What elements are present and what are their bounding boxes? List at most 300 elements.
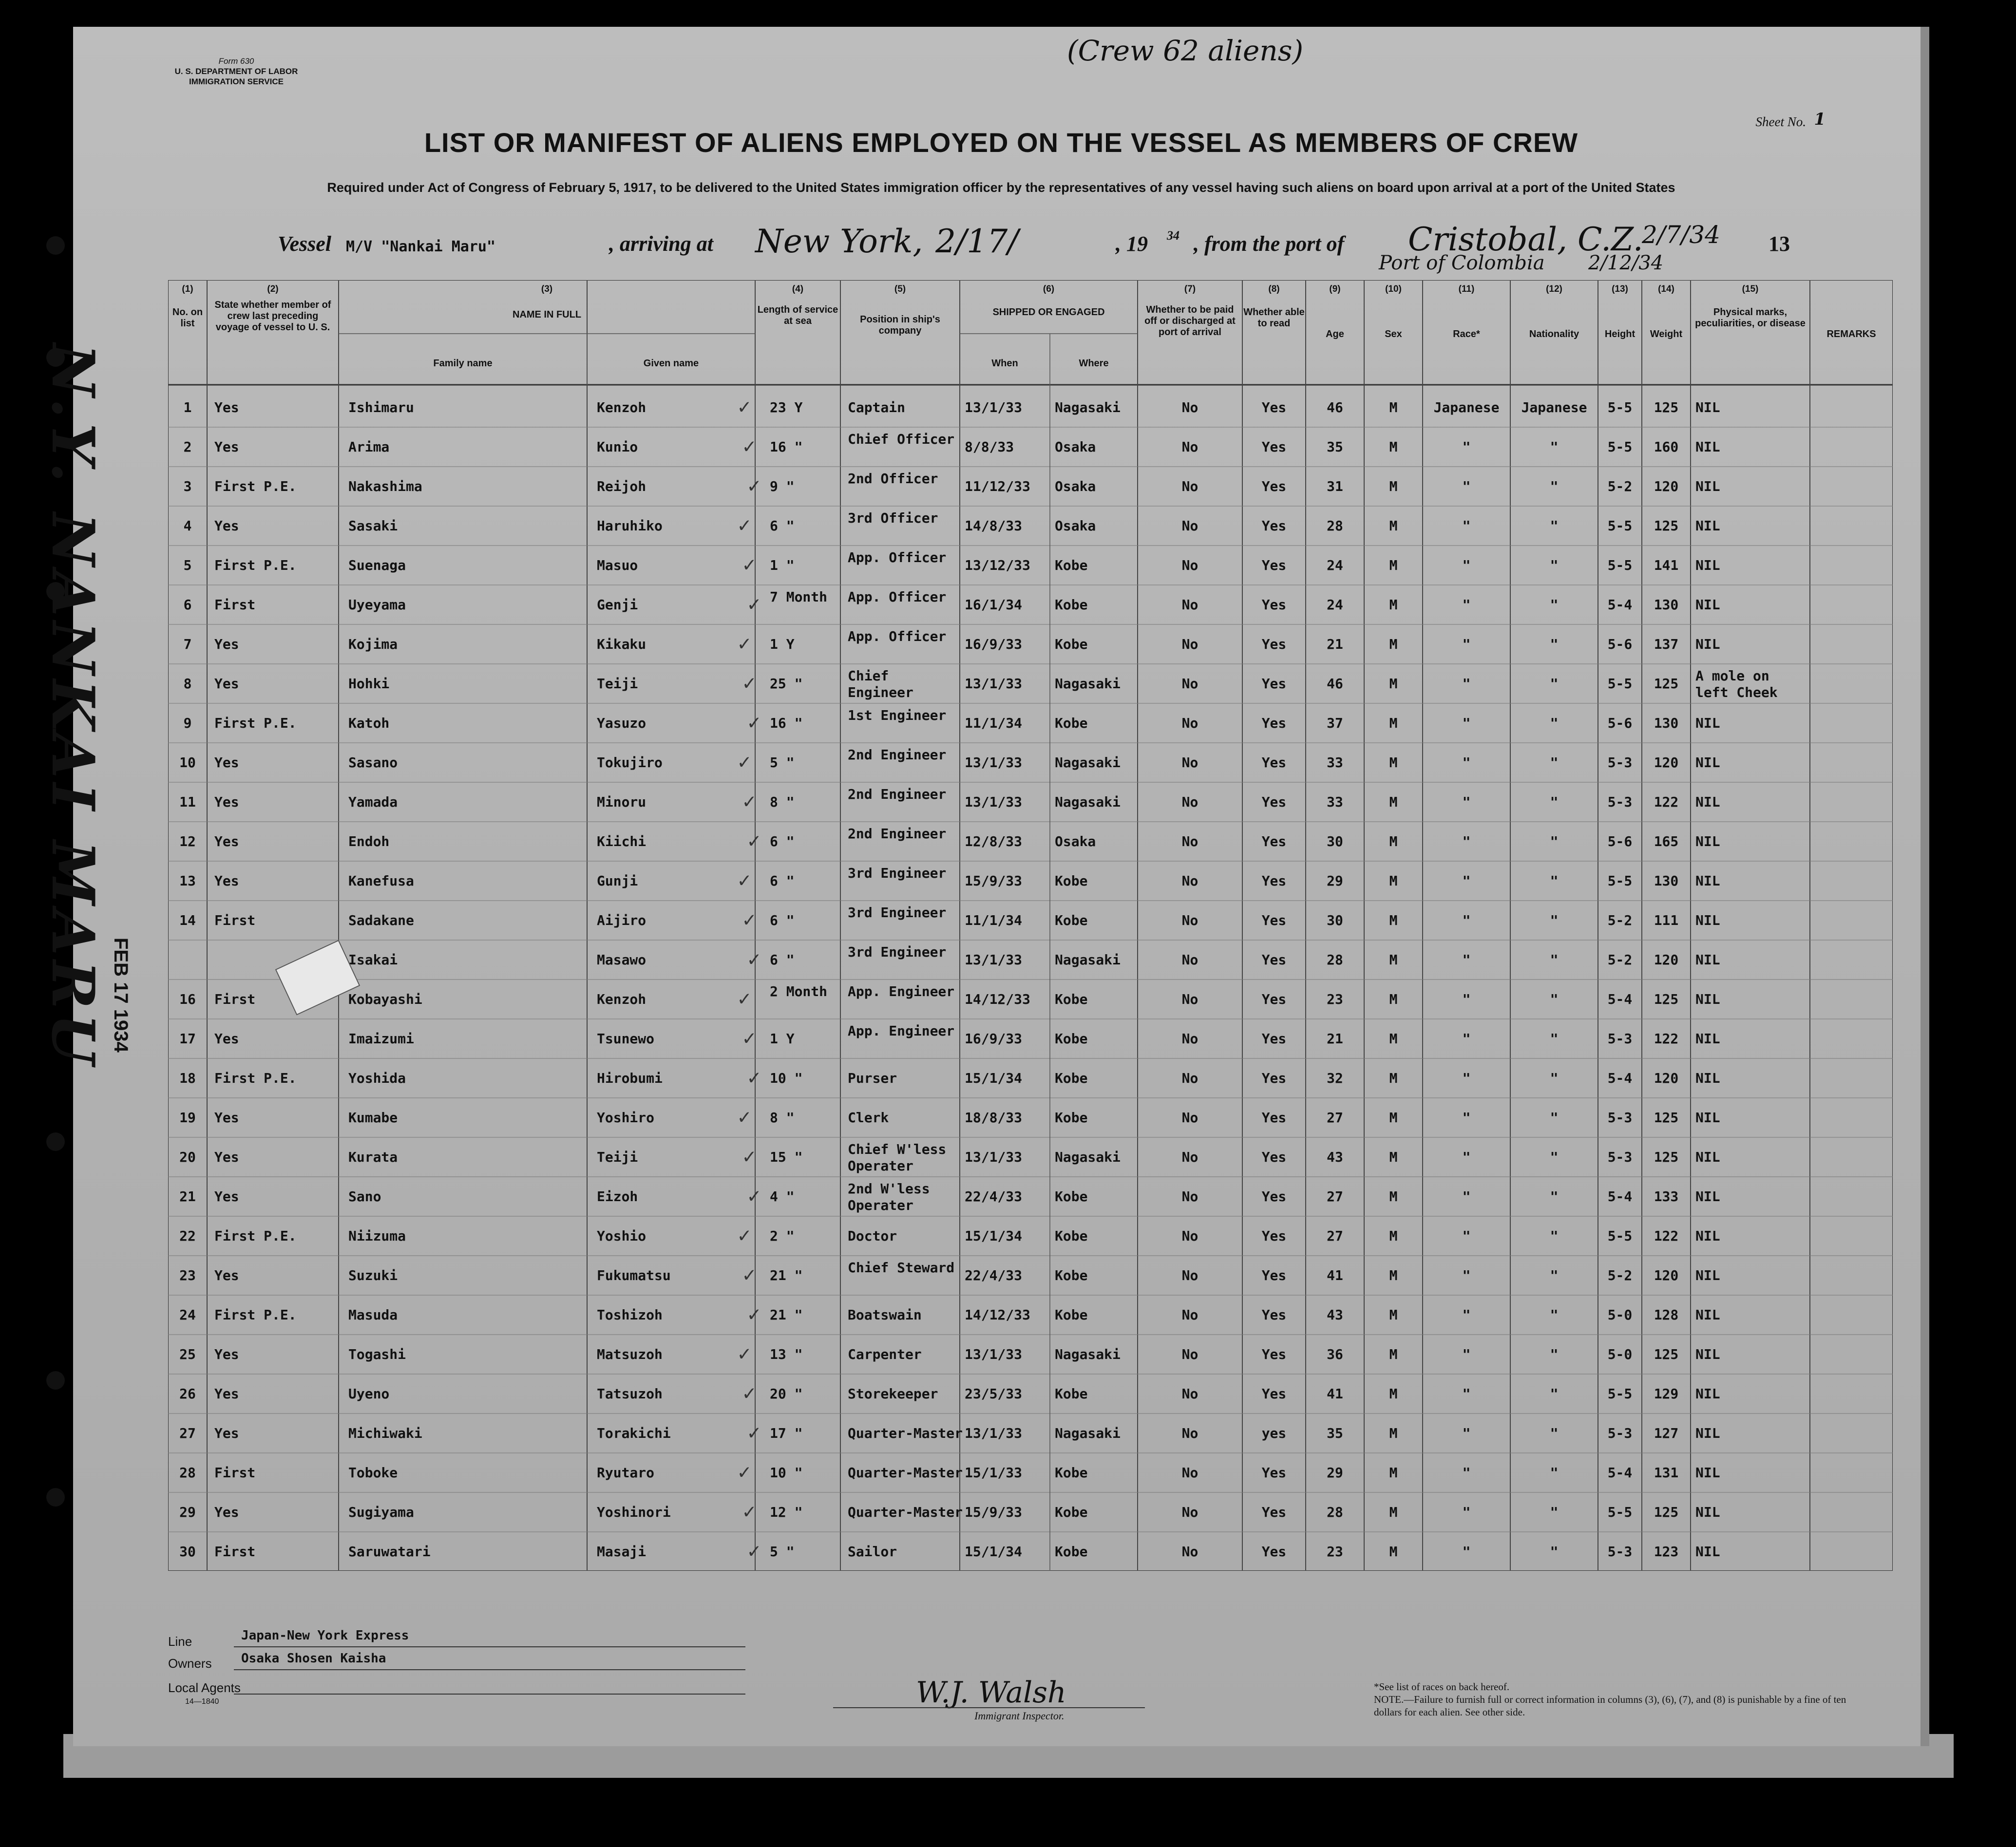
cell-paid: No	[1181, 873, 1198, 889]
cell-nat: "	[1550, 1386, 1559, 1402]
cell-giv: Masaji	[597, 1544, 647, 1560]
cell-no: 29	[179, 1504, 196, 1520]
cell-pos: Storekeeper	[848, 1386, 938, 1402]
check-mark-icon: ✓	[738, 750, 751, 773]
cell-read: Yes	[1261, 557, 1287, 573]
cell-read: Yes	[1261, 676, 1287, 692]
cell-pos: 2nd Engineer	[848, 747, 947, 763]
cell-voy: Yes	[214, 636, 239, 652]
cell-svc: 1 Y	[770, 1031, 795, 1047]
cell-sex: M	[1389, 597, 1398, 613]
from-label: , from the port of	[1194, 232, 1345, 256]
cell-marks: NIL	[1695, 636, 1720, 652]
cell-giv: Masawo	[597, 952, 647, 968]
cell-fam: Sugiyama	[348, 1504, 414, 1520]
cell-read: Yes	[1261, 636, 1287, 652]
cell-where: Osaka	[1055, 439, 1096, 455]
cell-nat: "	[1550, 1465, 1559, 1481]
cell-pos: Chief Steward	[848, 1260, 955, 1276]
cell-pos: 3rd Engineer	[848, 905, 947, 921]
cell-svc: 1 Y	[770, 636, 795, 652]
cell-fam: Niizuma	[348, 1228, 406, 1244]
cell-where: Kobe	[1055, 1267, 1088, 1283]
cell-voy: First P.E.	[214, 715, 297, 731]
cell-sex: M	[1389, 833, 1398, 849]
cell-wt: 120	[1654, 1070, 1679, 1086]
cell-nat: "	[1550, 1188, 1559, 1205]
cell-giv: Toshizoh	[597, 1307, 663, 1323]
check-mark-icon: ✓	[748, 1420, 761, 1444]
cell-fam: Isakai	[348, 952, 398, 968]
cell-where: Kobe	[1055, 1188, 1088, 1205]
cell-sex: M	[1389, 1149, 1398, 1165]
cell-pos: 3rd Engineer	[848, 865, 947, 881]
hdr-age: Age	[1326, 329, 1344, 339]
cell-pos: Doctor	[848, 1228, 897, 1244]
cell-fam: Sano	[348, 1188, 381, 1205]
cell-where: Kobe	[1055, 1504, 1088, 1520]
cell-age: 28	[1327, 952, 1343, 968]
check-mark-icon: ✓	[738, 868, 751, 892]
cell-wt: 127	[1654, 1425, 1679, 1441]
cell-race: "	[1462, 1149, 1471, 1165]
cell-fam: Hohki	[348, 676, 390, 692]
cell-when: 13/1/33	[965, 794, 1023, 810]
cell-fam: Sasaki	[348, 518, 398, 534]
punch-hole	[46, 236, 65, 255]
cell-giv: Kunio	[597, 439, 638, 455]
cell-voy: First P.E.	[214, 557, 297, 573]
cell-marks: NIL	[1695, 1346, 1720, 1362]
cell-paid: No	[1181, 478, 1198, 494]
check-mark-icon: ✓	[743, 1026, 756, 1050]
hdr-nationality: Nationality	[1529, 329, 1579, 339]
cell-giv: Teiji	[597, 676, 638, 692]
col-num-1: (1)	[182, 284, 193, 294]
cell-voy: First P.E.	[214, 1307, 297, 1323]
cell-read: Yes	[1261, 478, 1287, 494]
cell-no: 26	[179, 1386, 196, 1402]
cell-age: 23	[1327, 1544, 1343, 1560]
cell-svc: 23 Y	[770, 399, 803, 415]
cell-nat: "	[1550, 754, 1559, 771]
owners-label: Owners	[168, 1656, 212, 1671]
cell-pos: 2nd W'less Operater	[848, 1181, 930, 1213]
cell-ht: 5-6	[1607, 636, 1633, 652]
cell-svc: 21 "	[770, 1307, 803, 1323]
cell-marks: NIL	[1695, 1386, 1720, 1402]
cell-pos: App. Engineer	[848, 1023, 955, 1039]
hdr-service: Length of service at sea	[757, 304, 838, 326]
cell-giv: Kikaku	[597, 636, 647, 652]
cell-pos: Boatswain	[848, 1307, 922, 1323]
cell-when: 13/1/33	[965, 754, 1023, 771]
table-row	[168, 1021, 1893, 1061]
cell-age: 32	[1327, 1070, 1343, 1086]
table-row	[168, 942, 1893, 982]
cell-read: Yes	[1261, 399, 1287, 415]
cell-marks: NIL	[1695, 518, 1720, 534]
cell-no: 25	[179, 1346, 196, 1362]
inspector-label: Immigrant Inspector.	[974, 1710, 1065, 1722]
cell-marks: NIL	[1695, 952, 1720, 968]
check-mark-icon: ✓	[743, 1499, 756, 1523]
cell-no: 28	[179, 1465, 196, 1481]
check-mark-icon: ✓	[743, 671, 756, 695]
table-row	[168, 547, 1893, 587]
cell-svc: 21 "	[770, 1267, 803, 1283]
cell-svc: 8 "	[770, 794, 795, 810]
cell-giv: Kenzoh	[597, 991, 647, 1007]
table-row	[168, 1218, 1893, 1258]
cell-voy: Yes	[214, 439, 239, 455]
cell-giv: Minoru	[597, 794, 647, 810]
cell-age: 29	[1327, 873, 1343, 889]
cell-pos: Chief Engineer	[848, 668, 913, 700]
cell-ht: 5-6	[1607, 833, 1633, 849]
cell-when: 15/1/34	[965, 1544, 1023, 1560]
cell-sex: M	[1389, 1031, 1398, 1047]
cell-age: 46	[1327, 399, 1343, 415]
col-num-5: (5)	[894, 284, 906, 294]
cell-no: 24	[179, 1307, 196, 1323]
hdr-where: Where	[1079, 358, 1109, 369]
cell-no: 13	[179, 873, 196, 889]
cell-no: 16	[179, 991, 196, 1007]
cell-where: Osaka	[1055, 518, 1096, 534]
hdr-height: Height	[1604, 329, 1636, 339]
hdr-family: Family name	[433, 358, 493, 369]
cell-pos: Purser	[848, 1070, 897, 1086]
cell-sex: M	[1389, 991, 1398, 1007]
check-mark-icon: ✓	[738, 631, 751, 655]
page-subtitle: Required under Act of Congress of February 5, 1917, to be delivered to the United States immigration officer by the representatives of any vessel having such aliens on board upon arrival at a port of the United States	[327, 180, 1675, 195]
cell-ht: 5-5	[1607, 1504, 1633, 1520]
cell-read: Yes	[1261, 1544, 1287, 1560]
cell-ht: 5-3	[1607, 1544, 1633, 1560]
cell-marks: NIL	[1695, 1425, 1720, 1441]
cell-voy: Yes	[214, 1188, 239, 1205]
cell-wt: 137	[1654, 636, 1679, 652]
cell-wt: 122	[1654, 1031, 1679, 1047]
cell-paid: No	[1181, 1188, 1198, 1205]
cell-age: 43	[1327, 1307, 1343, 1323]
cell-fam: Toboke	[348, 1465, 398, 1481]
cell-giv: Tatsuzoh	[597, 1386, 663, 1402]
cell-svc: 6 "	[770, 833, 795, 849]
cell-when: 22/4/33	[965, 1267, 1023, 1283]
cell-where: Nagasaki	[1055, 1425, 1121, 1441]
cell-age: 31	[1327, 478, 1343, 494]
sheet-label: Sheet No.	[1755, 114, 1806, 129]
col-num-3: (3)	[541, 284, 553, 294]
col-num-14: (14)	[1658, 284, 1674, 294]
cell-giv: Kenzoh	[597, 399, 647, 415]
check-mark-icon: ✓	[748, 829, 761, 852]
col-num-6: (6)	[1043, 284, 1055, 294]
agents-label: Local Agents	[168, 1680, 241, 1695]
hdr-weight: Weight	[1650, 329, 1683, 339]
form-header	[149, 56, 324, 87]
cell-voy: Yes	[214, 794, 239, 810]
cell-svc: 4 "	[770, 1188, 795, 1205]
cell-when: 13/12/33	[965, 557, 1030, 573]
year-label: , 19	[1116, 232, 1148, 256]
cell-race: "	[1462, 1504, 1471, 1520]
cell-giv: Yoshiro	[597, 1110, 655, 1126]
cell-paid: No	[1181, 439, 1198, 455]
cell-where: Kobe	[1055, 557, 1088, 573]
table-row	[168, 508, 1893, 548]
cell-sex: M	[1389, 399, 1398, 415]
cell-pos: App. Officer	[848, 549, 947, 565]
cell-pos: Quarter-Master	[848, 1504, 963, 1520]
cell-wt: 120	[1654, 1267, 1679, 1283]
cell-race: "	[1462, 1110, 1471, 1126]
cell-race: "	[1462, 1031, 1471, 1047]
cell-sex: M	[1389, 1425, 1398, 1441]
cell-paid: No	[1181, 1504, 1198, 1520]
cell-read: Yes	[1261, 1031, 1287, 1047]
cell-nat: "	[1550, 833, 1559, 849]
cell-marks: NIL	[1695, 873, 1720, 889]
cell-paid: No	[1181, 1425, 1198, 1441]
cell-no: 9	[183, 715, 192, 731]
cell-race: "	[1462, 754, 1471, 771]
cell-ht: 5-2	[1607, 1267, 1633, 1283]
table-row	[168, 469, 1893, 509]
cell-svc: 6 "	[770, 873, 795, 889]
check-mark-icon: ✓	[748, 1184, 761, 1207]
cell-read: Yes	[1261, 1346, 1287, 1362]
cell-giv: Yoshio	[597, 1228, 647, 1244]
cell-voy: Yes	[214, 1110, 239, 1126]
cell-wt: 120	[1654, 478, 1679, 494]
cell-giv: Teiji	[597, 1149, 638, 1165]
cell-giv: Genji	[597, 597, 638, 613]
cell-where: Kobe	[1055, 1465, 1088, 1481]
cell-age: 36	[1327, 1346, 1343, 1362]
cell-race: "	[1462, 1228, 1471, 1244]
cell-wt: 125	[1654, 1346, 1679, 1362]
cell-nat: "	[1550, 1149, 1559, 1165]
cell-no: 1	[183, 399, 192, 415]
cell-no: 11	[179, 794, 196, 810]
inspector-signature: W.J. Walsh	[916, 1676, 1066, 1710]
margin-vessel-name: N.Y. NANKAI MARU	[38, 343, 107, 1070]
cell-nat: "	[1550, 478, 1559, 494]
cell-ht: 5-3	[1607, 754, 1633, 771]
cell-paid: No	[1181, 1465, 1198, 1481]
cell-svc: 12 "	[770, 1504, 803, 1520]
cell-ht: 5-2	[1607, 912, 1633, 928]
cell-age: 43	[1327, 1149, 1343, 1165]
cell-ht: 5-6	[1607, 715, 1633, 731]
cell-paid: No	[1181, 1267, 1198, 1283]
cell-when: 16/9/33	[965, 636, 1023, 652]
cell-race: "	[1462, 597, 1471, 613]
cell-giv: Masuo	[597, 557, 638, 573]
cell-marks: NIL	[1695, 1267, 1720, 1283]
cell-pos: 3rd Officer	[848, 510, 938, 526]
cell-sex: M	[1389, 557, 1398, 573]
cell-svc: 13 "	[770, 1346, 803, 1362]
cell-age: 46	[1327, 676, 1343, 692]
cell-ht: 5-4	[1607, 1188, 1633, 1205]
cell-pos: Carpenter	[848, 1346, 922, 1362]
cell-wt: 120	[1654, 754, 1679, 771]
cell-ht: 5-5	[1607, 1228, 1633, 1244]
cell-age: 24	[1327, 557, 1343, 573]
cell-where: Nagasaki	[1055, 399, 1121, 415]
check-mark-icon: ✓	[743, 789, 756, 813]
cell-when: 15/1/33	[965, 1465, 1023, 1481]
cell-race: "	[1462, 1307, 1471, 1323]
table-row	[168, 863, 1893, 903]
cell-paid: No	[1181, 833, 1198, 849]
cell-paid: No	[1181, 754, 1198, 771]
cell-nat: "	[1550, 794, 1559, 810]
page-title: LIST OR MANIFEST OF ALIENS EMPLOYED ON THE VESSEL AS MEMBERS OF CREW	[424, 127, 1579, 158]
punch-hole	[46, 1132, 65, 1151]
cell-pos: 2nd Engineer	[848, 826, 947, 842]
cell-voy: Yes	[214, 518, 239, 534]
cell-race: "	[1462, 833, 1471, 849]
from-port-2: Port of Colombia	[1379, 252, 1545, 274]
cell-read: Yes	[1261, 518, 1287, 534]
cell-when: 8/8/33	[965, 439, 1014, 455]
cell-sex: M	[1389, 912, 1398, 928]
cell-where: Kobe	[1055, 1307, 1088, 1323]
cell-voy: First P.E.	[214, 1070, 297, 1086]
cell-where: Kobe	[1055, 991, 1088, 1007]
check-mark-icon: ✓	[748, 1302, 761, 1326]
cell-race: "	[1462, 478, 1471, 494]
inspector-rule	[833, 1707, 1145, 1708]
cell-no: 5	[183, 557, 192, 573]
cell-race: "	[1462, 1465, 1471, 1481]
cell-when: 15/1/34	[965, 1228, 1023, 1244]
cell-where: Kobe	[1055, 636, 1088, 652]
cell-read: Yes	[1261, 1110, 1287, 1126]
cell-wt: 160	[1654, 439, 1679, 455]
table-row	[168, 1060, 1893, 1100]
cell-where: Kobe	[1055, 873, 1088, 889]
cell-where: Kobe	[1055, 1544, 1088, 1560]
cell-pos: App. Officer	[848, 628, 947, 644]
hdr-marks: Physical marks, peculiarities, or disease	[1695, 307, 1806, 329]
cell-wt: 125	[1654, 991, 1679, 1007]
cell-pos: Quarter-Master	[848, 1465, 963, 1481]
cell-paid: No	[1181, 636, 1198, 652]
cell-marks: NIL	[1695, 1307, 1720, 1323]
cell-paid: No	[1181, 557, 1198, 573]
check-mark-icon: ✓	[738, 1460, 751, 1484]
cell-no: 19	[179, 1110, 196, 1126]
cell-race: "	[1462, 1188, 1471, 1205]
cell-no: 18	[179, 1070, 196, 1086]
cell-fam: Uyeno	[348, 1386, 390, 1402]
cell-nat: "	[1550, 1544, 1559, 1560]
cell-sex: M	[1389, 1188, 1398, 1205]
cell-fam: Kanefusa	[348, 873, 414, 889]
cell-wt: 165	[1654, 833, 1679, 849]
hdr-position: Position in ship's company	[860, 314, 940, 336]
cell-fam: Michiwaki	[348, 1425, 422, 1441]
check-mark-icon: ✓	[748, 473, 761, 497]
cell-wt: 131	[1654, 1465, 1679, 1481]
cell-paid: No	[1181, 597, 1198, 613]
cell-age: 27	[1327, 1228, 1343, 1244]
check-mark-icon: ✓	[748, 1065, 761, 1089]
cell-when: 15/9/33	[965, 1504, 1023, 1520]
cell-voy: First P.E.	[214, 1228, 297, 1244]
arriving-label: , arriving at	[609, 232, 713, 256]
cell-paid: No	[1181, 1307, 1198, 1323]
cell-marks: NIL	[1695, 1188, 1720, 1205]
cell-no: 14	[179, 912, 196, 928]
cell-marks: NIL	[1695, 715, 1720, 731]
cell-marks: NIL	[1695, 1110, 1720, 1126]
cell-race: "	[1462, 636, 1471, 652]
agents-rule	[234, 1694, 745, 1695]
cell-age: 28	[1327, 1504, 1343, 1520]
cell-giv: Yoshinori	[597, 1504, 671, 1520]
cell-read: yes	[1261, 1425, 1287, 1441]
table-row	[168, 981, 1893, 1021]
cell-paid: No	[1181, 1386, 1198, 1402]
cell-no: 17	[179, 1031, 196, 1047]
form-number: Form 630	[218, 57, 254, 66]
hdr-name: NAME IN FULL	[512, 309, 582, 320]
cell-fam: Endoh	[348, 833, 390, 849]
cell-wt: 122	[1654, 794, 1679, 810]
cell-read: Yes	[1261, 597, 1287, 613]
cell-read: Yes	[1261, 1504, 1287, 1520]
cell-giv: Gunji	[597, 873, 638, 889]
cell-race: "	[1462, 518, 1471, 534]
cell-fam: Saruwatari	[348, 1544, 431, 1560]
cell-svc: 16 "	[770, 439, 803, 455]
cell-voy: First	[214, 597, 256, 613]
cell-age: 30	[1327, 912, 1343, 928]
cell-age: 23	[1327, 991, 1343, 1007]
from-port: Cristobal, C.Z.	[1408, 221, 1643, 258]
cell-paid: No	[1181, 1149, 1198, 1165]
cell-marks: NIL	[1695, 1504, 1720, 1520]
cell-when: 15/9/33	[965, 873, 1023, 889]
check-mark-icon: ✓	[738, 1223, 751, 1247]
cell-ht: 5-2	[1607, 952, 1633, 968]
cell-sex: M	[1389, 1544, 1398, 1560]
cell-where: Kobe	[1055, 1228, 1088, 1244]
cell-where: Nagasaki	[1055, 952, 1121, 968]
cell-voy: First	[214, 1544, 256, 1560]
cell-where: Nagasaki	[1055, 676, 1121, 692]
cell-race: Japanese	[1433, 399, 1500, 415]
cell-where: Kobe	[1055, 1031, 1088, 1047]
cell-when: 12/8/33	[965, 833, 1023, 849]
cell-fam: Masuda	[348, 1307, 398, 1323]
cell-when: 14/12/33	[965, 1307, 1030, 1323]
cell-read: Yes	[1261, 1465, 1287, 1481]
cell-where: Osaka	[1055, 478, 1096, 494]
cell-paid: No	[1181, 399, 1198, 415]
cell-ht: 5-5	[1607, 676, 1633, 692]
cell-voy: Yes	[214, 873, 239, 889]
cell-fam: Kurata	[348, 1149, 398, 1165]
cell-paid: No	[1181, 1346, 1198, 1362]
